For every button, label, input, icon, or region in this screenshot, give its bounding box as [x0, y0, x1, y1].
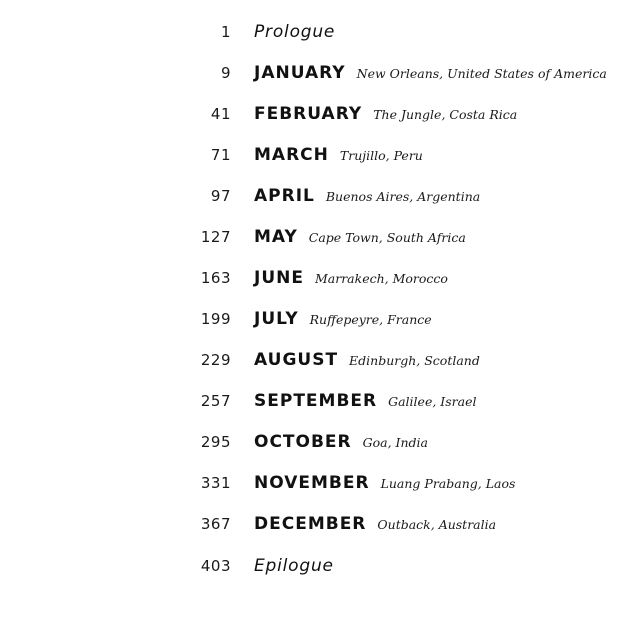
chapter-location: Buenos Aires, Argentina: [325, 189, 481, 204]
entry-title: [254, 514, 496, 534]
page-number: 331: [200, 474, 231, 492]
chapter-month: MAY: [254, 227, 298, 247]
chapter-location: Goa, India: [362, 435, 428, 450]
page-number: 199: [200, 310, 231, 328]
entry-title: [254, 309, 432, 329]
chapter-location: Marrakech, Morocco: [314, 271, 448, 286]
chapter-location: Ruffepeyre, France: [309, 312, 432, 327]
chapter-location: Galilee, Israel: [388, 394, 477, 409]
page-number: 257: [200, 392, 231, 410]
page-number: 1: [220, 23, 231, 41]
entry-title: [254, 186, 480, 206]
toc-entry-prologue[interactable]: [0, 22, 620, 52]
toc-entry-may[interactable]: [0, 227, 620, 257]
toc-entry-october[interactable]: [0, 432, 620, 462]
chapter-location: Luang Prabang, Laos: [380, 476, 516, 491]
chapter-month: AUGUST: [254, 350, 339, 370]
page-number: 71: [210, 146, 231, 164]
page-number: 9: [220, 64, 231, 82]
toc-entry-epilogue[interactable]: [0, 556, 620, 586]
chapter-month: NOVEMBER: [254, 473, 370, 493]
chapter-month: APRIL: [254, 186, 315, 206]
page-number: 127: [200, 228, 231, 246]
chapter-month: FEBRUARY: [254, 104, 363, 124]
entry-title: [254, 473, 515, 493]
page-number: 229: [200, 351, 231, 369]
toc-entry-april[interactable]: [0, 186, 620, 216]
toc-entry-august[interactable]: [0, 350, 620, 380]
entry-title: [254, 391, 476, 411]
chapter-month: JULY: [254, 309, 299, 329]
chapter-location: New Orleans, United States of America: [356, 66, 607, 81]
chapter-month: SEPTEMBER: [254, 391, 378, 411]
chapter-location: Edinburgh, Scotland: [349, 353, 480, 368]
entry-title: [254, 556, 334, 576]
chapter-location: Trujillo, Peru: [339, 148, 423, 163]
toc-entry-september[interactable]: [0, 391, 620, 421]
entry-title: [254, 350, 480, 370]
epilogue-title: Epilogue: [254, 556, 334, 576]
page-number: 367: [200, 515, 231, 533]
entry-title: [254, 227, 466, 247]
entry-title: [254, 432, 428, 452]
toc-entry-march[interactable]: [0, 145, 620, 175]
page-number: 97: [210, 187, 231, 205]
entry-title: [254, 22, 335, 42]
chapter-month: DECEMBER: [254, 514, 367, 534]
entry-title: [254, 268, 448, 288]
entry-title: [254, 145, 423, 165]
toc-entry-july[interactable]: [0, 309, 620, 339]
entry-title: [254, 104, 517, 124]
chapter-month: JANUARY: [254, 63, 346, 83]
chapter-location: Cape Town, South Africa: [308, 230, 466, 245]
page-number: 403: [200, 557, 231, 575]
toc-entry-december[interactable]: [0, 514, 620, 544]
page-number: 295: [200, 433, 231, 451]
chapter-location: Outback, Australia: [377, 517, 497, 532]
chapter-month: MARCH: [254, 145, 329, 165]
entry-title: [254, 63, 607, 83]
prologue-title: Prologue: [254, 22, 336, 42]
chapter-month: OCTOBER: [254, 432, 352, 452]
page-number: 41: [210, 105, 231, 123]
chapter-location: The Jungle, Costa Rica: [373, 107, 518, 122]
toc-entry-february[interactable]: [0, 104, 620, 134]
chapter-month: JUNE: [254, 268, 304, 288]
toc-entry-january[interactable]: [0, 63, 620, 93]
toc-entry-june[interactable]: [0, 268, 620, 298]
toc-entry-november[interactable]: [0, 473, 620, 503]
page-number: 163: [200, 269, 231, 287]
